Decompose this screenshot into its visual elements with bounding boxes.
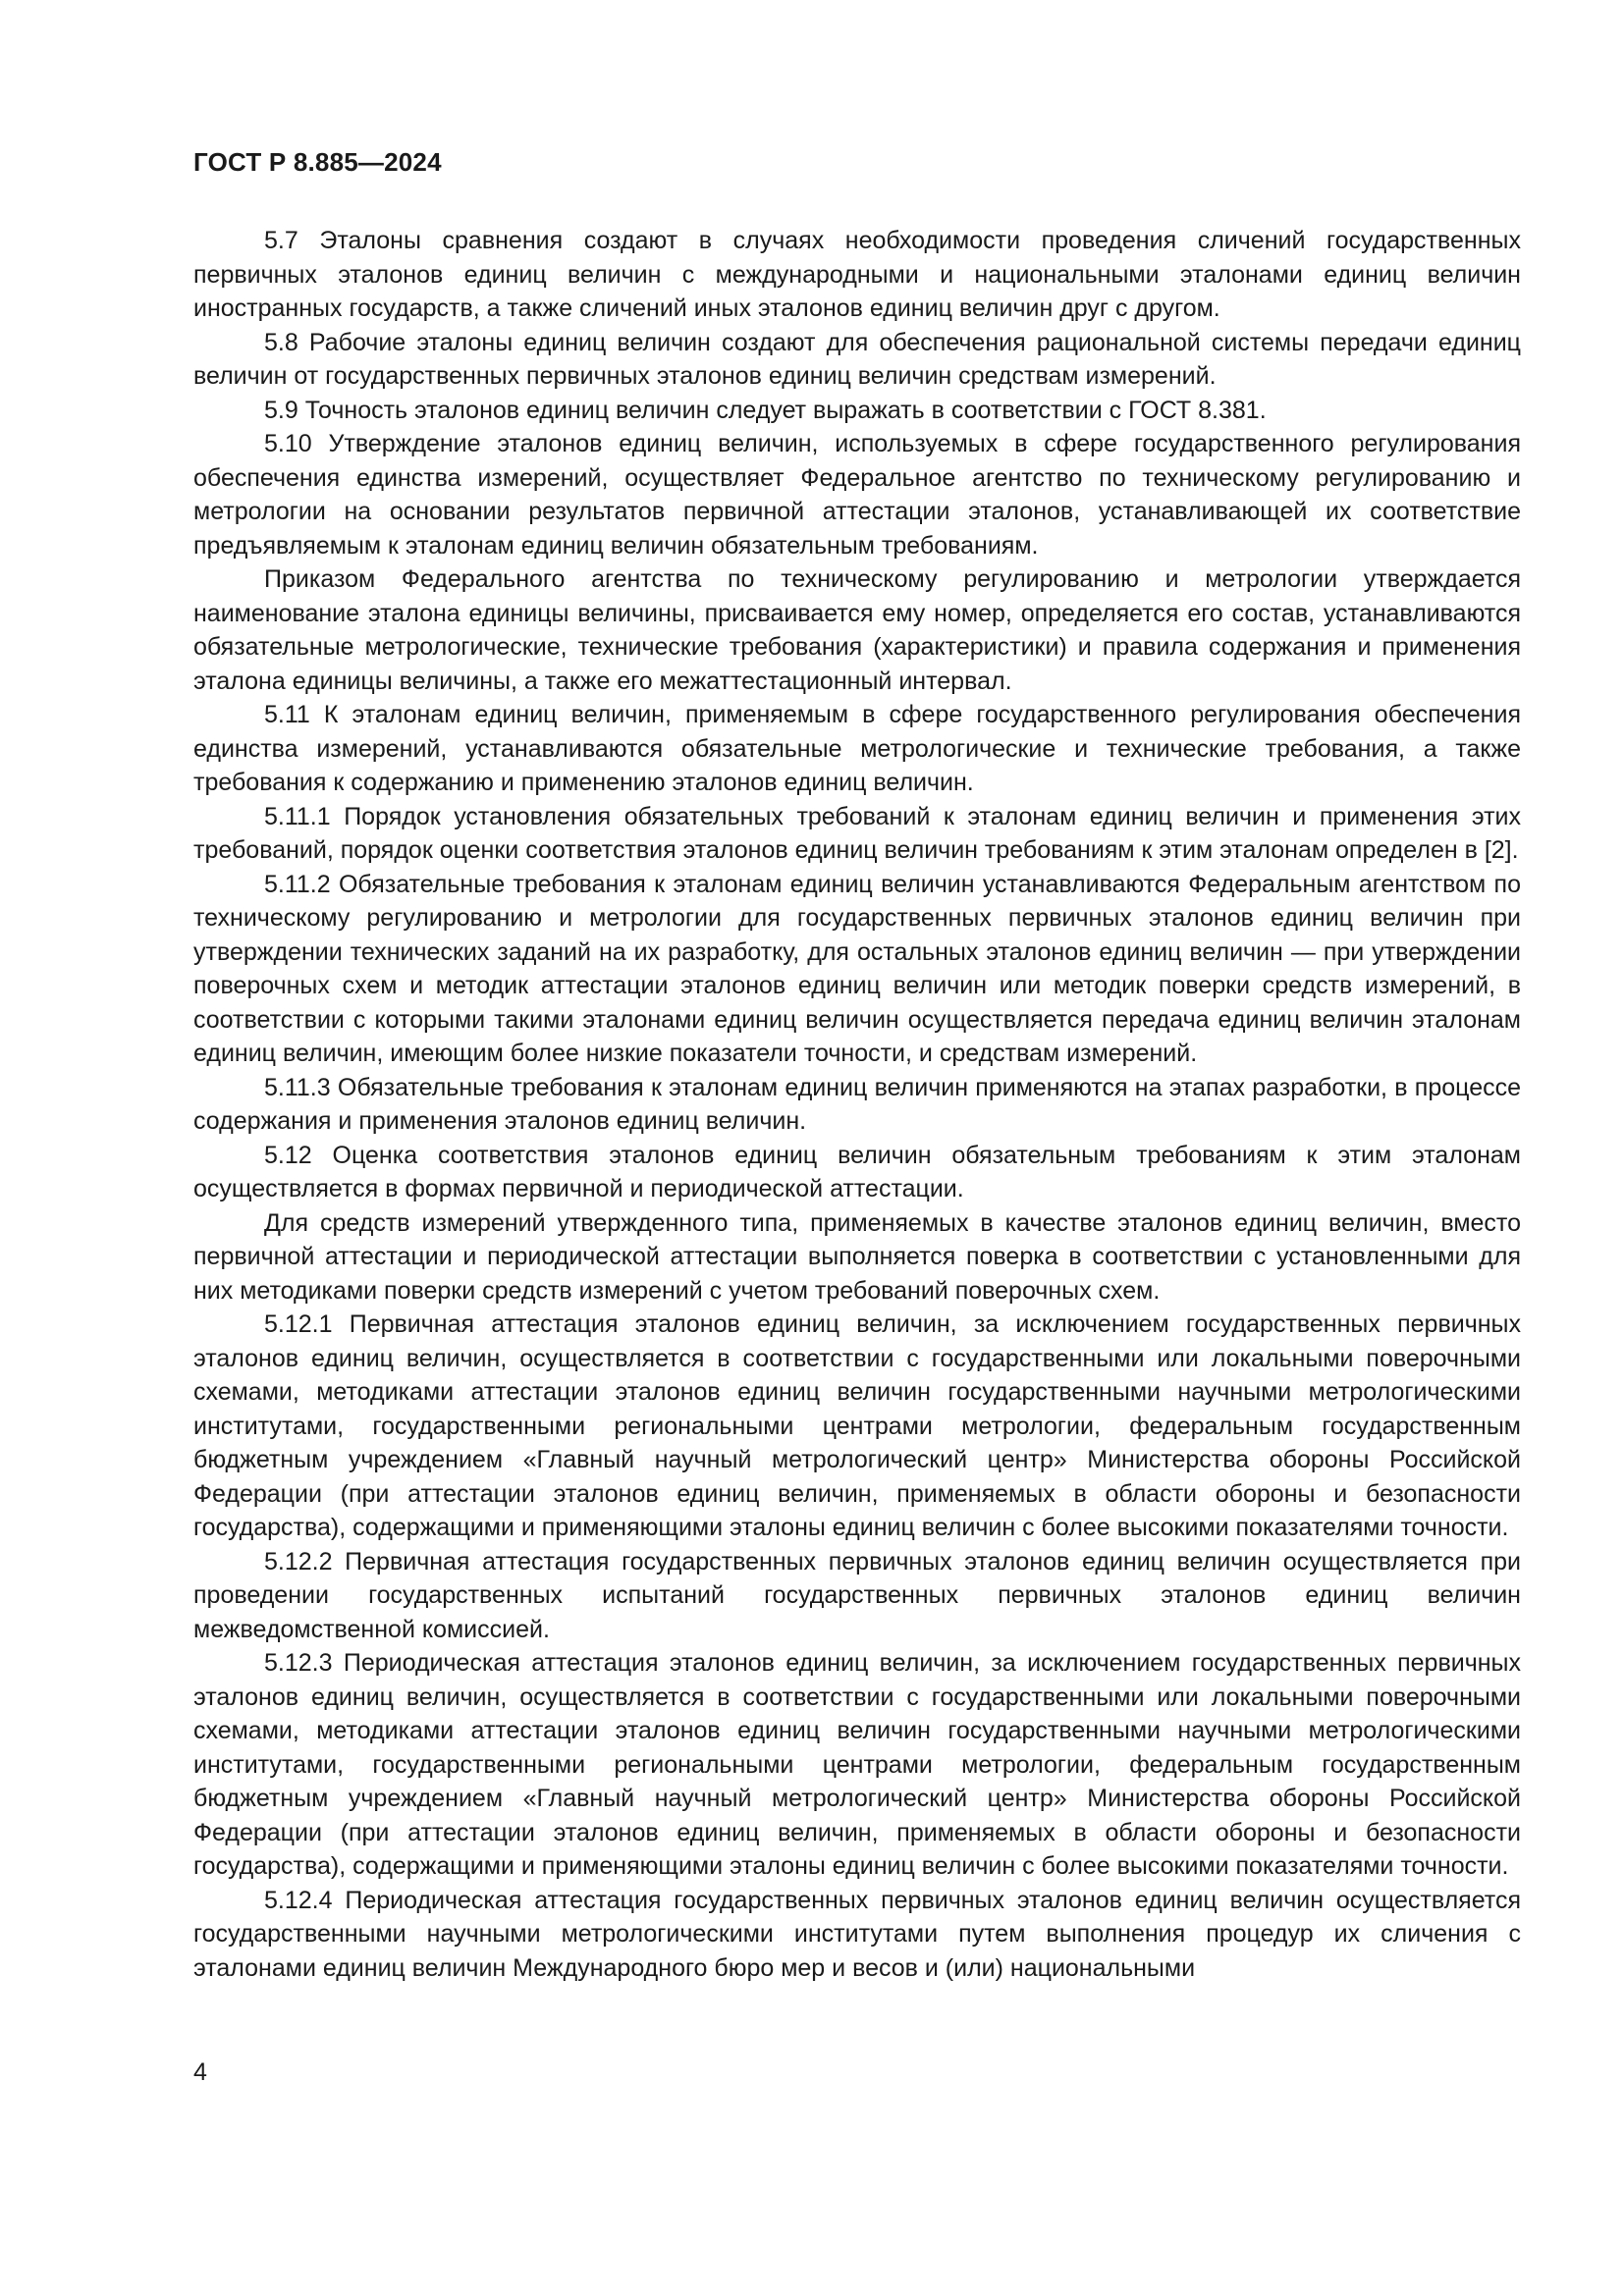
paragraph-5-11-3: 5.11.3 Обязательные требования к эталонам единиц величин применяются на этапах разработки, в процессе содержания и применения эталонов единиц величин.	[193, 1073, 1521, 1135]
paragraph-5-12-4: 5.12.4 Периодическая аттестация государственных первичных эталонов единиц величин осуществляется государственными научными метрологическими институтами путем выполнения процедур их сличения с эталонами единиц величин Международного бюро мер и весов и (или) национальными	[193, 1886, 1521, 1982]
paragraph-5-11-1: 5.11.1 Порядок установления обязательных требований к эталонам единиц величин и применения этих требований, порядок оценки соответствия эталонов единиц величин требованиям к этим эталонам определен в [2].	[193, 802, 1521, 864]
paragraph-5-12-2: 5.12.2 Первичная аттестация государственных первичных эталонов единиц величин осуществляется при проведении государственных испытаний государственных первичных эталонов единиц величин межведомственной комиссией.	[193, 1547, 1521, 1643]
paragraph-5-7: 5.7 Эталоны сравнения создают в случаях необходимости проведения сличений государственных первичных эталонов единиц величин с международными и национальными эталонами единиц величин иностранных государств, а также сличений иных эталонов единиц величин друг с другом.	[193, 227, 1521, 322]
paragraph-5-10: 5.10 Утверждение эталонов единиц величин, используемых в сфере государственного регулирования обеспечения единства измерений, осуществляет Федеральное агентство по техническому регулированию и метрологии на основании результатов первичной аттестации эталонов, устанавливающей их соответствие предъявляемым к эталонам единиц величин обязательным требованиям.	[193, 430, 1521, 560]
paragraph-5-12-verification: Для средств измерений утвержденного типа, применяемых в качестве эталонов единиц величин, вместо первичной аттестации и периодической аттестации выполняется поверка в соответствии с установленными для них методиками поверки средств измерений с учетом требований поверочных схем.	[193, 1208, 1521, 1305]
paragraph-5-12-1: 5.12.1 Первичная аттестация эталонов единиц величин, за исключением государственных первичных эталонов единиц величин, осуществляется в соответствии с государственными или локальными поверочными схемами, методиками аттестации эталонов единиц величин государственными научными метрологическими институтами, государственными региональными центрами метрологии, федеральным государственным бюджетным учреждением «Главный научный метрологический центр» Министерства обороны Российской Федерации (при аттестации эталонов единиц величин, применяемых в области обороны и безопасности государства), содержащими и применяющими эталоны единиц величин с более высокими показателями точности.	[193, 1310, 1521, 1541]
paragraph-5-12-3: 5.12.3 Периодическая аттестация эталонов единиц величин, за исключением государственных первичных эталонов единиц величин, осуществляется в соответствии с государственными или локальными поверочными схемами, методиками аттестации эталонов единиц величин государственными научными метрологическими институтами, государственными региональными центрами метрологии, федеральным государственным бюджетным учреждением «Главный научный метрологический центр» Министерства обороны Российской Федерации (при аттестации эталонов единиц величин, применяемых в области обороны и безопасности государства), содержащими и применяющими эталоны единиц величин с более высокими показателями точности.	[193, 1649, 1521, 1880]
paragraph-5-8: 5.8 Рабочие эталоны единиц величин создают для обеспечения рациональной системы передачи единиц величин от государственных первичных эталонов единиц величин средствам измерений.	[193, 328, 1521, 390]
paragraph-5-9: 5.9 Точность эталонов единиц величин следует выражать в соответствии с ГОСТ 8.381.	[264, 396, 1267, 424]
page-number: 4	[193, 2058, 207, 2086]
paragraph-5-11-2: 5.11.2 Обязательные требования к эталонам единиц величин устанавливаются Федеральным агентством по техническому регулированию и метрологии для государственных первичных эталонов единиц величин при утверждении технических заданий на их разработку, для остальных эталонов единиц величин — при утверждении поверочных схем и методик аттестации эталонов единиц величин или методик поверки средств измерений, в соответствии с которыми такими эталонами единиц величин осуществляется передача единиц величин эталонам единиц величин, имеющим более низкие показатели точности, и средствам измерений.	[193, 870, 1521, 1067]
document-header: ГОСТ Р 8.885—2024	[193, 147, 442, 177]
paragraph-5-11: 5.11 К эталонам единиц величин, применяемым в сфере государственного регулирования обеспечения единства измерений, устанавливаются обязательные метрологические и технические требования, а также требования к содержанию и применению эталонов единиц величин.	[193, 701, 1521, 796]
paragraph-5-12: 5.12 Оценка соответствия эталонов единиц величин обязательным требованиям к этим эталонам осуществляется в формах первичной и периодической аттестации.	[193, 1141, 1521, 1202]
paragraph-5-10-order: Приказом Федерального агентства по техническому регулированию и метрологии утверждается наименование эталона единицы величины, присваивается ему номер, определяется его состав, устанавливаются обязательные метрологические, технические требования (характеристики) и правила содержания и применения эталона единицы величины, а также его межаттестационный интервал.	[193, 565, 1521, 695]
document-body	[193, 224, 1521, 1985]
